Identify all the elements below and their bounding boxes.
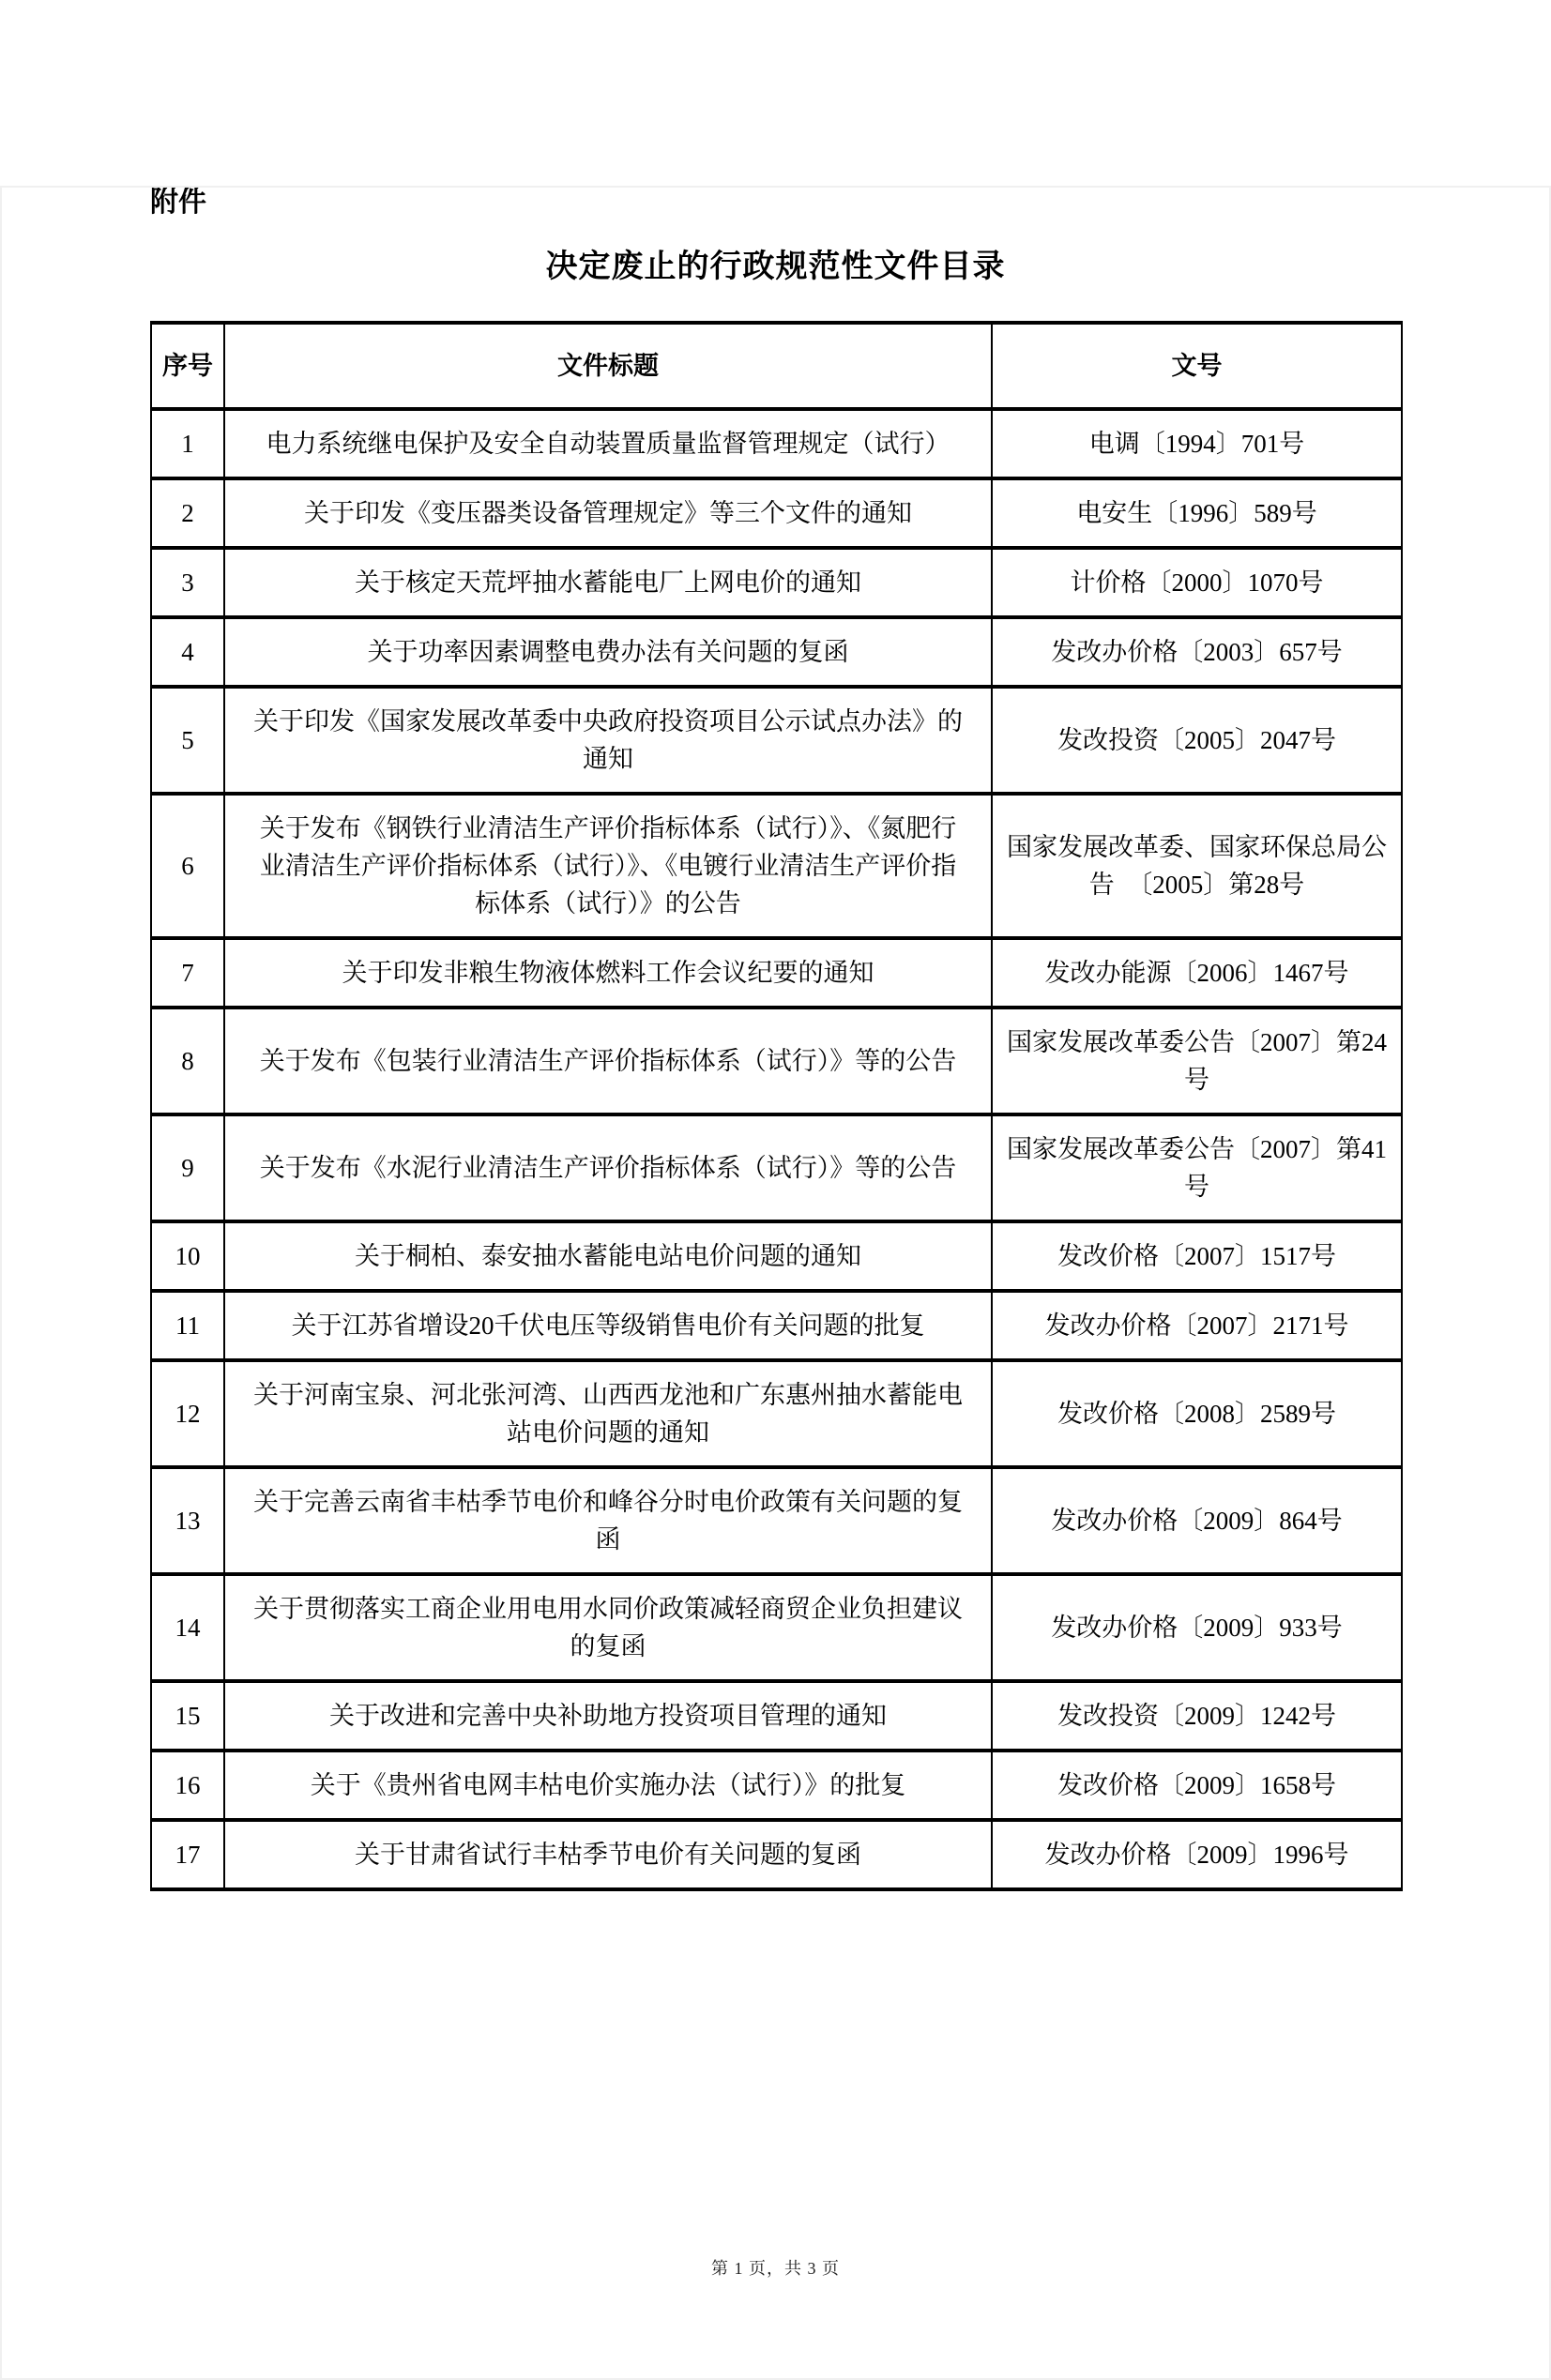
document-page: [150, 186, 1401, 1891]
row-index-cell: 6: [151, 794, 224, 938]
row-title-cell: 关于功率因素调整电费办法有关问题的复函: [224, 617, 992, 687]
row-title-cell: 关于《贵州省电网丰枯电价实施办法（试行）》的批复: [224, 1751, 992, 1820]
row-doc-number-cell: 发改投资〔2009〕1242号: [992, 1681, 1402, 1751]
row-index-cell: 13: [151, 1467, 224, 1574]
row-index-cell: 17: [151, 1820, 224, 1889]
row-index-cell: 8: [151, 1008, 224, 1114]
row-index-cell: 11: [151, 1291, 224, 1360]
row-index-cell: 10: [151, 1221, 224, 1291]
row-doc-number-cell: 发改办价格〔2009〕933号: [992, 1574, 1402, 1681]
table-row: [151, 548, 1402, 617]
row-title-cell: 关于甘肃省试行丰枯季节电价有关问题的复函: [224, 1820, 992, 1889]
table-row: [151, 1751, 1402, 1820]
row-doc-number-cell: 发改投资〔2005〕2047号: [992, 687, 1402, 794]
row-doc-number-cell: 电调〔1994〕701号: [992, 409, 1402, 478]
row-title-cell: 关于发布《包装行业清洁生产评价指标体系（试行）》等的公告: [224, 1008, 992, 1114]
documents-table: [150, 321, 1403, 1891]
row-doc-number-cell: 国家发展改革委公告〔2007〕第24号: [992, 1008, 1402, 1114]
table-row: [151, 1008, 1402, 1114]
page-title: 决定废止的行政规范性文件目录: [545, 250, 1006, 284]
table-row: [151, 938, 1402, 1008]
row-title-cell: 关于河南宝泉、河北张河湾、山西西龙池和广东惠州抽水蓄能电站电价问题的通知: [224, 1360, 992, 1467]
row-doc-number-cell: 发改办价格〔2009〕1996号: [992, 1820, 1402, 1889]
row-doc-number-cell: 计价格〔2000〕1070号: [992, 548, 1402, 617]
table-row: [151, 617, 1402, 687]
table-row: [151, 1574, 1402, 1681]
table-row: [151, 687, 1402, 794]
table-row: [151, 409, 1402, 478]
row-doc-number-cell: 发改办能源〔2006〕1467号: [992, 938, 1402, 1008]
row-doc-number-cell: 发改价格〔2009〕1658号: [992, 1751, 1402, 1820]
row-title-cell: 关于完善云南省丰枯季节电价和峰谷分时电价政策有关问题的复函: [224, 1467, 992, 1574]
attachment-label: 附件: [150, 187, 206, 218]
row-title-cell: 关于江苏省增设20千伏电压等级销售电价有关问题的批复: [224, 1291, 992, 1360]
row-index-cell: 9: [151, 1114, 224, 1221]
row-doc-number-cell: 发改价格〔2008〕2589号: [992, 1360, 1402, 1467]
row-title-cell: 关于桐柏、泰安抽水蓄能电站电价问题的通知: [224, 1221, 992, 1291]
table-row: [151, 1114, 1402, 1221]
row-title-cell: 关于贯彻落实工商企业用电用水同价政策减轻商贸企业负担建议的复函: [224, 1574, 992, 1681]
row-index-cell: 14: [151, 1574, 224, 1681]
row-title-cell: 关于印发《变压器类设备管理规定》等三个文件的通知: [224, 478, 992, 548]
header-cell-doc-number: 文号: [992, 323, 1402, 409]
page-footer: 第 1 页，共 3 页: [711, 2259, 840, 2278]
row-doc-number-cell: 国家发展改革委、国家环保总局公告 〔2005〕第28号: [992, 794, 1402, 938]
table-header-row: [151, 323, 1402, 409]
row-index-cell: 3: [151, 548, 224, 617]
row-doc-number-cell: 发改价格〔2007〕1517号: [992, 1221, 1402, 1291]
row-index-cell: 15: [151, 1681, 224, 1751]
row-index-cell: 16: [151, 1751, 224, 1820]
row-title-cell: 关于发布《水泥行业清洁生产评价指标体系（试行）》等的公告: [224, 1114, 992, 1221]
row-title-cell: 关于发布《钢铁行业清洁生产评价指标体系（试行）》、《氮肥行业清洁生产评价指标体系（试行）》、《电镀行业清洁生产评价指标体系（试行）》的公告: [224, 794, 992, 938]
row-doc-number-cell: 发改办价格〔2009〕864号: [992, 1467, 1402, 1574]
row-index-cell: 4: [151, 617, 224, 687]
table-body: [151, 409, 1402, 1889]
table-row: [151, 478, 1402, 548]
row-doc-number-cell: 发改办价格〔2003〕657号: [992, 617, 1402, 687]
row-title-cell: 关于核定天荒坪抽水蓄能电厂上网电价的通知: [224, 548, 992, 617]
row-title-cell: 电力系统继电保护及安全自动装置质量监督管理规定（试行）: [224, 409, 992, 478]
header-cell-index: 序号: [151, 323, 224, 409]
header-cell-title: 文件标题: [224, 323, 992, 409]
row-index-cell: 12: [151, 1360, 224, 1467]
row-doc-number-cell: 国家发展改革委公告〔2007〕第41号: [992, 1114, 1402, 1221]
row-title-cell: 关于印发非粮生物液体燃料工作会议纪要的通知: [224, 938, 992, 1008]
table-row: [151, 1360, 1402, 1467]
table-row: [151, 1820, 1402, 1889]
table-row: [151, 1291, 1402, 1360]
row-index-cell: 2: [151, 478, 224, 548]
row-title-cell: 关于印发《国家发展改革委中央政府投资项目公示试点办法》的通知: [224, 687, 992, 794]
table-row: [151, 1681, 1402, 1751]
row-index-cell: 7: [151, 938, 224, 1008]
row-doc-number-cell: 电安生〔1996〕589号: [992, 478, 1402, 548]
table-row: [151, 1221, 1402, 1291]
table-row: [151, 794, 1402, 938]
row-title-cell: 关于改进和完善中央补助地方投资项目管理的通知: [224, 1681, 992, 1751]
table-row: [151, 1467, 1402, 1574]
row-index-cell: 1: [151, 409, 224, 478]
row-index-cell: 5: [151, 687, 224, 794]
row-doc-number-cell: 发改办价格〔2007〕2171号: [992, 1291, 1402, 1360]
